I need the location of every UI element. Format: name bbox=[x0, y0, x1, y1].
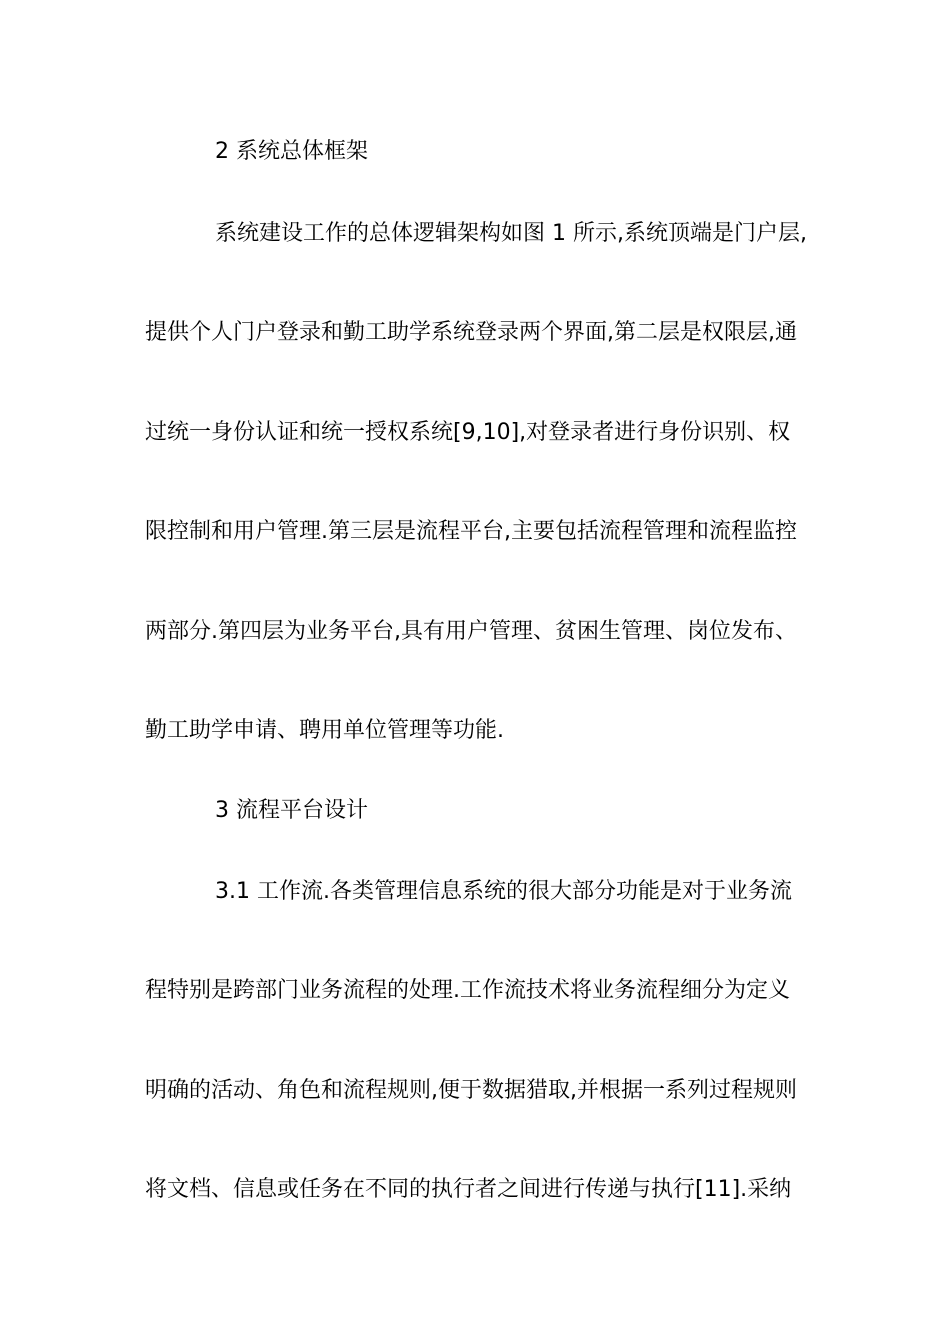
paragraph-line: 两部分.第四层为业务平台,具有用户管理、贫困生管理、岗位发布、 bbox=[145, 619, 797, 644]
paragraph-line: 勤工助学申请、聘用单位管理等功能. bbox=[145, 718, 504, 743]
section-heading-2: 2 系统总体框架 bbox=[215, 139, 368, 164]
paragraph-line: 提供个人门户登录和勤工助学系统登录两个界面,第二层是权限层,通 bbox=[145, 320, 797, 345]
paragraph-line: 3.1 工作流.各类管理信息系统的很大部分功能是对于业务流 bbox=[215, 879, 792, 904]
paragraph-line: 系统建设工作的总体逻辑架构如图 1 所示,系统顶端是门户层, bbox=[215, 221, 807, 246]
paragraph-line: 过统一身份认证和统一授权系统[9,10],对登录者进行身份识别、权 bbox=[145, 420, 791, 445]
paragraph-line: 将文档、信息或任务在不同的执行者之间进行传递与执行[11].采纳 bbox=[145, 1177, 792, 1202]
paragraph-line: 程特别是跨部门业务流程的处理.工作流技术将业务流程细分为定义 bbox=[145, 978, 790, 1003]
paragraph-line: 明确的活动、角色和流程规则,便于数据猎取,并根据一系列过程规则 bbox=[145, 1078, 797, 1103]
section-heading-3: 3 流程平台设计 bbox=[215, 798, 368, 823]
paragraph-line: 限控制和用户管理.第三层是流程平台,主要包括流程管理和流程监控 bbox=[145, 519, 797, 544]
